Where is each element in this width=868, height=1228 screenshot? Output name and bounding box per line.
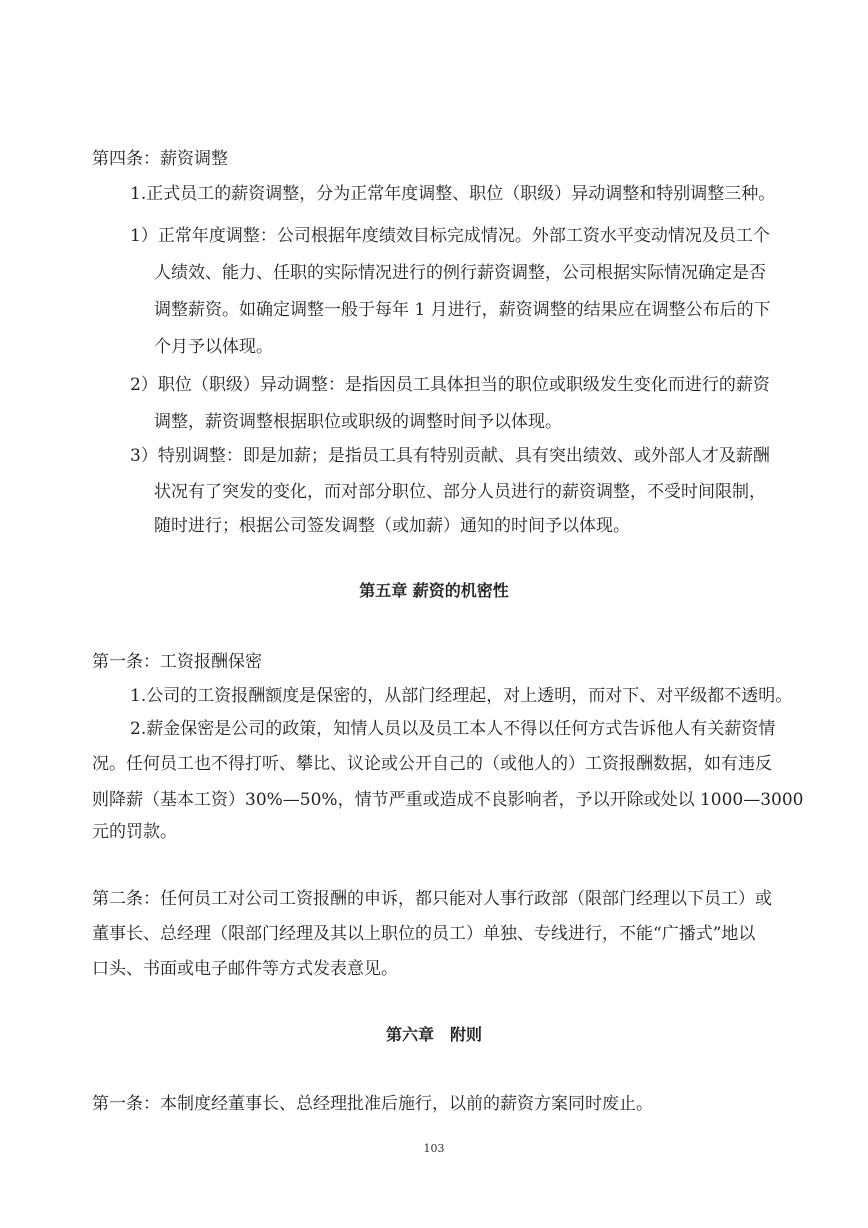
chapter-5-article-1-line: 则降薪（基本工资）30%—50%，情节严重或造成不良影响者，予以开除或处以 1000—3000 <box>92 790 804 810</box>
chapter-5-article-1-line: 1.公司的工资报酬额度是保密的，从部门经理起，对上透明，而对下、对平级都不透明。 <box>130 686 793 706</box>
article-4-line: 2）职位（职级）异动调整：是指因员工具体担当的职位或职级发生变化而进行的薪资 <box>130 375 770 395</box>
article-4-line: 3）特别调整：即是加薪；是指员工具有特别贡献、具有突出绩效、或外部人才及薪酬 <box>130 446 770 466</box>
chapter-5-article-1-title: 第一条：工资报酬保密 <box>92 652 262 672</box>
article-4-line: 随时进行；根据公司签发调整（或加薪）通知的时间予以体现。 <box>154 516 630 536</box>
article-4-line: 人绩效、能力、任职的实际情况进行的例行薪资调整，公司根据实际情况确定是否 <box>154 263 766 283</box>
article-4-line: 调整薪资。如确定调整一般于每年 1 月进行，薪资调整的结果应在调整公布后的下 <box>154 300 771 320</box>
chapter-5-article-1-line: 况。任何员工也不得打听、攀比、议论或公开自己的（或他人的）工资报酬数据，如有违反 <box>92 754 772 774</box>
article-4-title: 第四条：薪资调整 <box>92 149 228 169</box>
chapter-5-article-1-line: 元的罚款。 <box>92 822 177 842</box>
article-4-line: 状况有了突发的变化，而对部分职位、部分人员进行的薪资调整，不受时间限制， <box>154 482 766 502</box>
page-number: 103 <box>423 1142 445 1155</box>
chapter-5-heading: 第五章 薪资的机密性 <box>359 581 509 600</box>
article-4-line: 1）正常年度调整：公司根据年度绩效目标完成情况。外部工资水平变动情况及员工个 <box>130 226 770 246</box>
chapter-6-article-1: 第一条：本制度经董事长、总经理批准后施行，以前的薪资方案同时废止。 <box>92 1094 653 1114</box>
chapter-5-article-2-line: 董事长、总经理（限部门经理及其以上职位的员工）单独、专线进行，不能“广播式”地以 <box>92 924 756 944</box>
article-4-line: 1.正式员工的薪资调整，分为正常年度调整、职位（职级）异动调整和特别调整三种。 <box>130 184 776 204</box>
article-4-line: 调整，薪资调整根据职位或职级的调整时间予以体现。 <box>154 412 562 432</box>
chapter-5-article-1-line: 2.薪金保密是公司的政策，知情人员以及员工本人不得以任何方式告诉他人有关薪资情 <box>130 719 776 739</box>
chapter-6-heading: 第六章 附则 <box>385 1025 482 1044</box>
chapter-5-article-2-line: 口头、书面或电子邮件等方式发表意见。 <box>92 959 398 979</box>
article-4-line: 个月予以体现。 <box>154 337 273 357</box>
chapter-5-article-2-line: 第二条：任何员工对公司工资报酬的申诉，都只能对人事行政部（限部门经理以下员工）或 <box>92 889 772 909</box>
